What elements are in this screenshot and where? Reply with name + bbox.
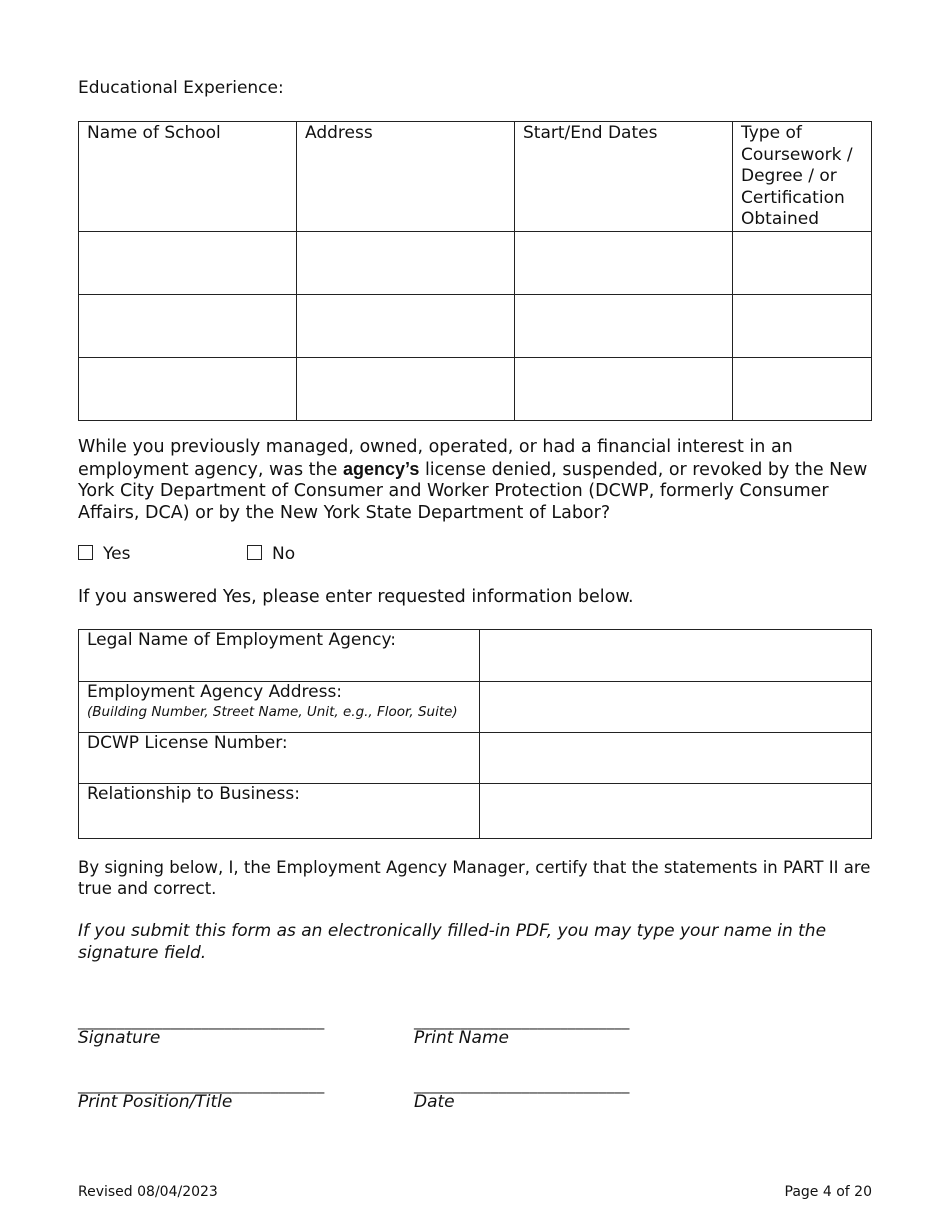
date-label: Date <box>414 1092 455 1112</box>
table-row <box>79 232 872 295</box>
education-cell-coursework[interactable] <box>733 358 872 421</box>
education-cell-school[interactable] <box>79 358 297 421</box>
education-cell-address[interactable] <box>297 358 515 421</box>
license-number-input[interactable] <box>480 733 872 784</box>
col-header-dates: Start/End Dates <box>515 122 733 232</box>
education-heading: Educational Experience: <box>78 78 284 98</box>
question-text-part1: While you previously managed, owned, operated, or had a financial interest in an employment agency, was the <box>78 437 793 480</box>
agency-name-label-text: Legal Name of Employment Agency: <box>87 630 397 650</box>
no-option[interactable] <box>247 544 295 565</box>
signature-label: Signature <box>78 1028 161 1048</box>
relationship-label-text: Relationship to Business: <box>87 784 300 804</box>
agency-name-label <box>79 630 480 682</box>
agency-note: If you answered Yes, please enter requested information below. <box>78 587 634 607</box>
license-question <box>78 437 878 524</box>
education-cell-coursework[interactable] <box>733 295 872 358</box>
question-text-part2: license denied, suspended, or revoked by the New York City Department of Consumer and Worker Protection (DCWP, formerly Consumer Affairs, DCA) or by the New York State Department of Labor? <box>78 459 868 523</box>
education-cell-dates[interactable] <box>515 358 733 421</box>
education-table <box>78 121 872 421</box>
table-row <box>79 630 872 682</box>
position-line[interactable]: ________________________________ <box>78 1076 325 1094</box>
question-text-bold: agency’s <box>342 458 420 479</box>
col-header-school: Name of School <box>79 122 297 232</box>
education-cell-address[interactable] <box>297 232 515 295</box>
relationship-input[interactable] <box>480 784 872 839</box>
print-name-line[interactable]: ____________________________ <box>414 1012 630 1030</box>
yes-label: Yes <box>103 544 131 564</box>
no-label: No <box>272 544 296 564</box>
agency-name-input[interactable] <box>480 630 872 682</box>
agency-address-label-text: Employment Agency Address: <box>87 682 343 702</box>
education-cell-dates[interactable] <box>515 295 733 358</box>
education-cell-school[interactable] <box>79 295 297 358</box>
education-header-row <box>79 122 872 232</box>
col-header-coursework: Type of Coursework / Degree / or Certification Obtained <box>733 122 872 232</box>
table-row <box>79 682 872 733</box>
signature-instruction: If you submit this form as an electronically filled-in PDF, you may type your name in the signature field. <box>78 921 827 963</box>
position-label: Print Position/Title <box>78 1092 233 1112</box>
license-number-label <box>79 733 480 784</box>
education-cell-dates[interactable] <box>515 232 733 295</box>
table-row <box>79 358 872 421</box>
education-cell-coursework[interactable] <box>733 232 872 295</box>
license-number-label-text: DCWP License Number: <box>87 733 288 753</box>
yes-option[interactable] <box>78 544 130 565</box>
signature-line[interactable]: ________________________________ <box>78 1012 325 1030</box>
yes-checkbox[interactable] <box>78 545 93 560</box>
no-checkbox[interactable] <box>247 545 262 560</box>
print-name-label: Print Name <box>414 1028 509 1048</box>
agency-address-input[interactable] <box>480 682 872 733</box>
agency-address-hint: (Building Number, Street Name, Unit, e.g., Floor, Suite) <box>87 703 458 720</box>
agency-address-label <box>79 682 480 733</box>
col-header-address: Address <box>297 122 515 232</box>
education-cell-address[interactable] <box>297 295 515 358</box>
agency-table <box>78 629 872 839</box>
table-row <box>79 295 872 358</box>
table-row <box>79 733 872 784</box>
education-cell-school[interactable] <box>79 232 297 295</box>
relationship-label <box>79 784 480 839</box>
certification-statement: By signing below, I, the Employment Agency Manager, certify that the statements in PART II are true and correct. <box>78 858 871 898</box>
revised-date: Revised 08/04/2023 <box>78 1184 218 1200</box>
table-row <box>79 784 872 839</box>
date-line[interactable]: ____________________________ <box>414 1076 630 1094</box>
page-number: Page 4 of 20 <box>784 1184 872 1200</box>
